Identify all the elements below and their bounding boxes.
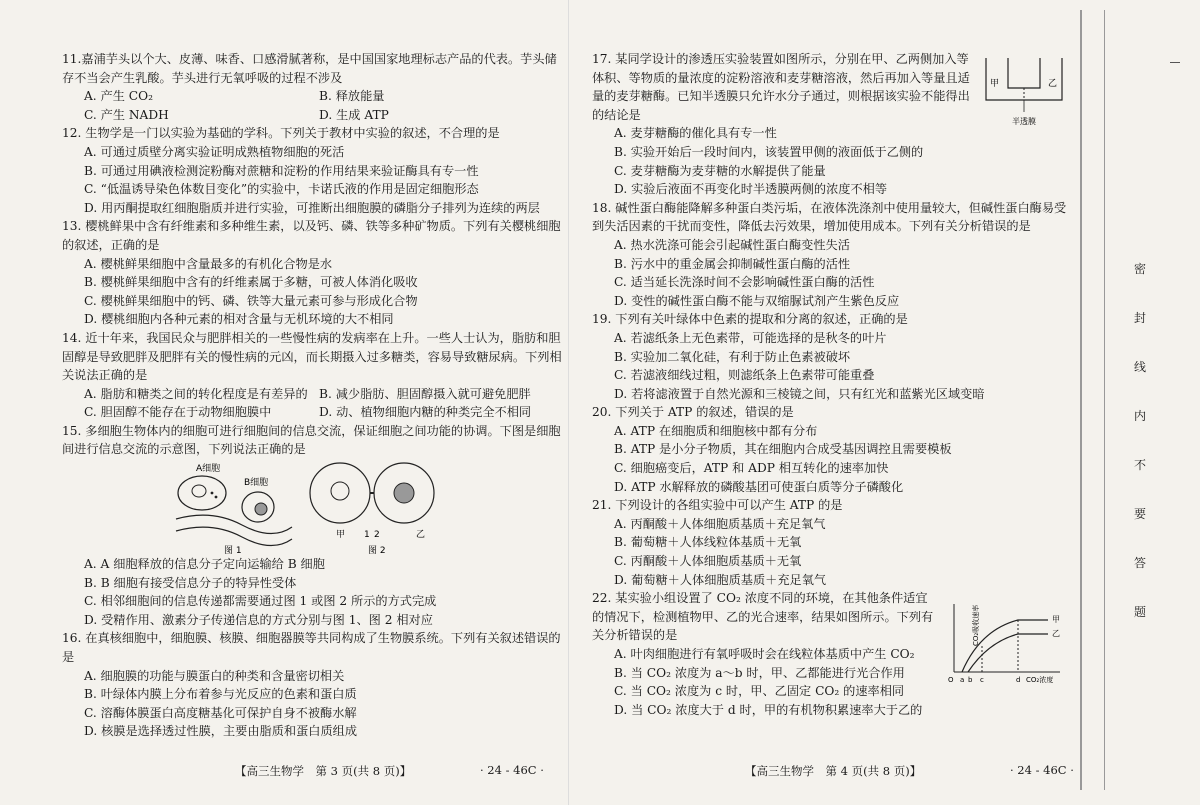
fig2-label-yi: 乙 — [416, 530, 426, 541]
fig1-cell-a — [178, 476, 226, 510]
q16-option-a: A. 细胞膜的功能与膜蛋白的种类和含量密切相关 — [84, 668, 345, 683]
q15-figure — [172, 459, 502, 555]
q17-option-b: B. 实验开始后一段时间内，该装置甲侧的液面低于乙侧的 — [614, 144, 924, 159]
seal-char: 线 — [1133, 360, 1146, 374]
fig2-nucleus-jia — [331, 482, 349, 500]
q17-option-c: C. 麦芽糖酶为麦芽糖的水解提供了能量 — [614, 163, 826, 178]
q20-stem: 20. 下列关于 ATP 的叙述，错误的是 — [592, 405, 794, 420]
q14-option-a: A. 脂肪和糖类之间的转化程度是有差异的 — [84, 386, 308, 401]
q20-option-c: C. 细胞癌变后，ATP 和 ADP 相互转化的速率加快 — [614, 461, 889, 476]
q13-option-b: B. 樱桃鲜果细胞中含有的纤维素属于多糖，可被人体消化吸收 — [84, 275, 418, 290]
q21-option-b: B. 葡萄糖＋人体线粒体基质＋无氧 — [614, 535, 802, 550]
q14-option-c: C. 胆固醇不能存在于动物细胞膜中 — [84, 405, 272, 420]
q15-option-b: B. B 细胞有接受信息分子的特异性受体 — [84, 575, 297, 590]
q13-option-c: C. 樱桃鲜果细胞中的钙、磷、铁等大量元素可参与形成化合物 — [84, 293, 418, 308]
curve-yi — [968, 634, 1048, 672]
graph-ylabel: CO₂吸收速率 — [972, 604, 980, 646]
binding-line — [1080, 10, 1082, 790]
q22-graph — [940, 600, 1070, 690]
fig2-label-jia: 甲 — [336, 530, 346, 541]
fig2-num-1: 1 — [364, 530, 370, 541]
right-footer-code: · 24 - 46C · — [1010, 763, 1074, 777]
q19-option-c: C. 若滤液细线过粗，则滤纸条上色素带可能重叠 — [614, 368, 875, 383]
fig2-cell-jia — [310, 463, 370, 523]
q11-option-d: D. 生成 ATP — [319, 107, 389, 122]
q11-options-row2 — [62, 106, 562, 125]
graph-label-jia: 甲 — [1052, 615, 1060, 624]
fig17-label-yi: 乙 — [1048, 79, 1058, 89]
seal-char: 题 — [1133, 605, 1146, 619]
fig1-label-a: A细胞 — [196, 464, 221, 475]
q13-option-a: A. 樱桃鲜果细胞中含量最多的有机化合物是水 — [84, 256, 333, 271]
graph-tick-o: O — [948, 676, 954, 684]
q12-option-a: A. 可通过质壁分离实验证明成熟植物细胞的死活 — [84, 144, 345, 159]
graph-label-yi: 乙 — [1052, 629, 1060, 638]
graph-xlabel: CO₂浓度 — [1026, 676, 1054, 684]
q11-option-c: C. 产生 NADH — [84, 107, 169, 122]
left-footer-title: 【高三生物学 第 3 页(共 8 页)】 — [235, 764, 412, 778]
q21-stem: 21. 下列设计的各组实验中可以产生 ATP 的是 — [592, 498, 843, 513]
seal-notice — [1133, 262, 1147, 654]
q12-stem: 12. 生物学是一门以实验为基础的学科。下列关于教材中实验的叙述，不合理的是 — [62, 126, 500, 141]
q13-stem: 13. 樱桃鲜果中含有纤维素和多种维生素，以及钙、磷、铁等多种矿物质。下列有关樱桃细胞的叙述，正确的是 — [62, 219, 561, 252]
q14-option-b: B. 减少脂肪、胆固醇摄入就可避免肥胖 — [319, 386, 531, 401]
q18-option-d: D. 变性的碱性蛋白酶不能与双缩脲试剂产生紫色反应 — [614, 293, 900, 308]
q16-option-d: D. 核膜是选择透过性膜，主要由脂质和蛋白质组成 — [84, 724, 358, 739]
binding-line-inner — [1104, 10, 1105, 790]
fig1-cell-a-nucleus — [192, 485, 206, 497]
q16-option-c: C. 溶酶体膜蛋白高度糖基化可保护自身不被酶水解 — [84, 705, 357, 720]
fig1-cell-b-nucleus — [255, 503, 267, 515]
seal-char: 内 — [1133, 409, 1146, 423]
q15-option-c: C. 相邻细胞间的信息传递都需要通过图 1 或图 2 所示的方式完成 — [84, 594, 437, 609]
fig1-vessel-lower — [176, 527, 292, 545]
q15-stem: 15. 多细胞生物体内的细胞可进行细胞间的信息交流，保证细胞之间功能的协调。下图是细胞间进行信息交流的示意图，下列说法正确的是 — [62, 423, 561, 457]
q18-option-a: A. 热水洗涤可能会引起碱性蛋白酶变性失活 — [614, 237, 850, 252]
q11-stem: 11.嘉浦芋头以个大、皮薄、味香、口感滑腻著称，是中国国家地理标志产品的代表。芋头储存不当会产生乳酸。芋头进行无氧呼吸的过程不涉及 — [62, 52, 557, 85]
q20-option-b: B. ATP 是小分子物质，其在细胞内合成受基因调控且需要模板 — [614, 442, 952, 457]
graph-tick-b: b — [968, 676, 973, 684]
q14-option-d: D. 动、植物细胞内糖的种类完全不相同 — [319, 405, 532, 420]
q17-stem: 17. 某同学设计的渗透压实验装置如图所示，分别在甲、乙两侧加入等体积、等物质的量浓度的淀粉溶液和麦芽糖溶液，然后再加入等量且适量的麦芽糖酶。已知半透膜只允许水分子通过，则根据该实验不能得出的结论是 — [592, 52, 970, 122]
q19-option-d: D. 若将滤液置于自然光源和三棱镜之间，只有红光和蓝紫光区域变暗 — [614, 386, 985, 401]
q16-option-b: B. 叶绿体内膜上分布着参与光反应的色素和蛋白质 — [84, 687, 357, 702]
q21-option-d: D. 葡萄糖＋人体细胞质基质＋充足氧气 — [614, 572, 827, 587]
graph-tick-d: d — [1016, 676, 1021, 684]
seal-char: 不 — [1133, 458, 1146, 472]
q16-stem: 16. 在真核细胞中，细胞膜、核膜、细胞器膜等共同构成了生物膜系统。下列有关叙述错误的是 — [62, 631, 561, 665]
q11-option-a: A. 产生 CO₂ — [84, 89, 154, 104]
q12-option-c: C. “低温诱导染色体数目变化”的实验中，卡诺氏液的作用是固定细胞形态 — [84, 182, 479, 197]
q18-option-c: C. 适当延长洗涤时间不会影响碱性蛋白酶的活性 — [614, 275, 875, 290]
q15-option-a: A. A 细胞释放的信息分子定向运输给 B 细胞 — [84, 557, 325, 572]
q12-option-b: B. 可通过用碘液检测淀粉酶对蔗糖和淀粉的作用结果来验证酶具有专一性 — [84, 163, 479, 178]
graph-tick-c: c — [980, 676, 984, 684]
q19-option-b: B. 实验加二氧化硅，有利于防止色素被破坏 — [614, 349, 851, 364]
q12-option-d: D. 用丙酮提取红细胞脂质并进行实验，可推断出细胞膜的磷脂分子排列为连续的两层 — [84, 200, 540, 215]
fig2-nucleus-yi — [394, 483, 414, 503]
q13-option-d: D. 樱桃细胞内各种元素的相对含量与无机环境的大不相同 — [84, 312, 394, 327]
seal-char: 封 — [1133, 311, 1146, 325]
seal-char: 答 — [1133, 556, 1146, 570]
q19-option-a: A. 若滤纸条上无色素带，可能选择的是秋冬的叶片 — [614, 330, 887, 345]
q22-option-a: A. 叶肉细胞进行有氧呼吸时会在线粒体基质中产生 CO₂ — [614, 647, 915, 661]
fig1-signal-dot — [211, 492, 214, 495]
q18-stem: 18. 碱性蛋白酶能降解多种蛋白类污垢，在液体洗涤剂中使用量较大，但碱性蛋白酶易受到失活因素的干扰而变性，降低去污效果，增加使用成本。下列有关分析错误的是 — [592, 200, 1067, 234]
fig1-signal-dot — [215, 496, 218, 499]
fig2-caption: 图 2 — [368, 546, 386, 556]
fig1-caption: 图 1 — [224, 546, 242, 556]
fig17-label-jia: 甲 — [990, 79, 1000, 89]
seal-char: 要 — [1133, 507, 1146, 521]
margin-tick — [1170, 62, 1180, 63]
q22-option-b: B. 当 CO₂ 浓度为 a～b 时，甲、乙都能进行光合作用 — [614, 665, 905, 680]
fig1-label-b: B细胞 — [244, 478, 269, 489]
q14-options-row1 — [62, 385, 562, 404]
graph-tick-a: a — [960, 676, 965, 684]
q14-options-row2 — [62, 403, 562, 422]
left-footer-code: · 24 - 46C · — [480, 763, 544, 777]
q17-option-a: A. 麦芽糖酶的催化具有专一性 — [614, 126, 777, 141]
seal-char: 密 — [1133, 262, 1146, 276]
q19-stem: 19. 下列有关叶绿体中色素的提取和分离的叙述，正确的是 — [592, 312, 908, 327]
q18-option-b: B. 污水中的重金属会抑制碱性蛋白酶的活性 — [614, 256, 851, 271]
q11-options-row1 — [62, 87, 562, 106]
page-divider — [568, 0, 569, 805]
q15-option-d: D. 受精作用、激素分子传递信息的方式分别与图 1、图 2 相对应 — [84, 612, 433, 627]
fig1-vessel-upper — [176, 515, 292, 533]
q20-option-d: D. ATP 水解释放的磷酸基团可使蛋白质等分子磷酸化 — [614, 479, 904, 494]
left-page — [62, 50, 562, 741]
q22-option-c: C. 当 CO₂ 浓度为 c 时，甲、乙固定 CO₂ 的速率相同 — [614, 684, 905, 699]
q11-option-b: B. 释放能量 — [319, 89, 385, 104]
q22-stem: 22. 某实验小组设置了 CO₂ 浓度不同的环境，在其他条件适宜的情况下，检测植物甲、乙的光合速率，结果如图所示。下列有关分析错误的是 — [592, 591, 934, 643]
q22-option-d: D. 当 CO₂ 浓度大于 d 时，甲的有机物积累速率大于乙的 — [614, 702, 923, 717]
q21-option-c: C. 丙酮酸＋人体细胞质基质＋无氧 — [614, 554, 802, 569]
fig2-num-2: 2 — [374, 530, 380, 541]
q20-option-a: A. ATP 在细胞质和细胞核中都有分布 — [614, 423, 818, 438]
q17-option-d: D. 实验后液面不再变化时半透膜两侧的浓度不相等 — [614, 182, 888, 197]
right-footer-title: 【高三生物学 第 4 页(共 8 页)】 — [745, 764, 922, 778]
q14-stem: 14. 近十年来，我国民众与肥胖相关的一些慢性病的发病率在上升。一些人士认为，脂肪和胆固醇是导致肥胖及肥胖有关的慢性病的元凶，而长期摄入过多糖类，容易导致糖尿病。下列相关说法正确的是 — [62, 330, 562, 383]
fig17-label-membrane: 半透膜 — [1012, 117, 1036, 126]
q21-option-a: A. 丙酮酸＋人体细胞质基质＋充足氧气 — [614, 516, 826, 531]
